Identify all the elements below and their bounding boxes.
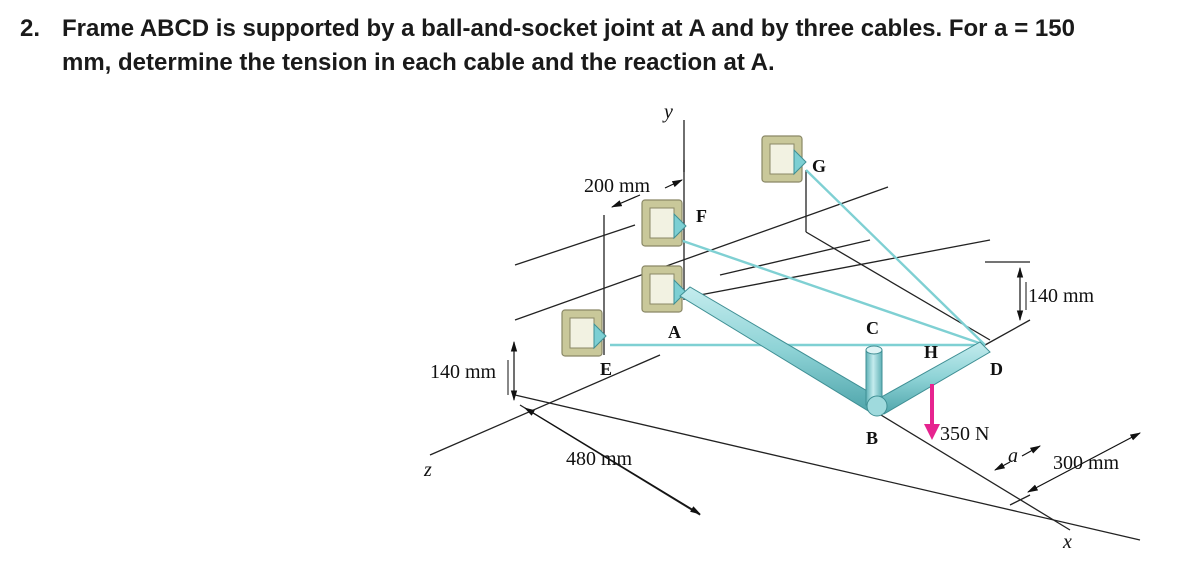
axis-x-label: x bbox=[1063, 531, 1072, 553]
problem-number: 2. bbox=[20, 15, 41, 42]
cable-dg bbox=[806, 170, 985, 345]
load-350n-arrow bbox=[924, 384, 940, 440]
dim-a-arrow-right bbox=[1022, 446, 1040, 456]
point-c-label: C bbox=[866, 318, 879, 338]
point-e-label: E bbox=[600, 359, 613, 379]
cable-df bbox=[680, 240, 985, 345]
construction-lines bbox=[430, 120, 1140, 540]
bracket-g bbox=[762, 136, 806, 182]
d-right-line bbox=[985, 320, 1030, 345]
point-b-label: B bbox=[866, 428, 879, 448]
dim-480-label: 480 mm bbox=[566, 448, 633, 470]
point-a-label: A bbox=[668, 322, 681, 342]
bracket-a bbox=[642, 266, 686, 312]
point-g-label: G bbox=[812, 156, 827, 176]
dim-140-right-label: 140 mm bbox=[1028, 285, 1095, 307]
problem-text-line1: Frame ABCD is supported by a ball-and-socket joint at A and by three cables. For a = 150 bbox=[62, 15, 1075, 42]
load-350n-label: 350 N bbox=[940, 423, 990, 445]
point-h-label: H bbox=[924, 342, 939, 362]
floor-line-2 bbox=[720, 240, 870, 275]
dim-200-label: 200 mm bbox=[584, 175, 651, 197]
bracket-e bbox=[562, 310, 606, 356]
bracket-f bbox=[642, 200, 686, 246]
problem-text-line2: mm, determine the tension in each cable and the reaction at A. bbox=[62, 49, 775, 76]
point-d-label: D bbox=[990, 359, 1003, 379]
floor-line-1 bbox=[684, 240, 990, 298]
member-ab bbox=[680, 287, 886, 412]
dim-200-arrow-right bbox=[665, 180, 682, 188]
member-bc-top bbox=[866, 346, 882, 354]
axis-z-label: z bbox=[424, 459, 432, 481]
joint-b bbox=[867, 396, 887, 416]
dim-140-left-label: 140 mm bbox=[430, 361, 497, 383]
point-f-label: F bbox=[696, 206, 707, 226]
wall-top-line bbox=[515, 225, 635, 265]
frame-abcd bbox=[680, 287, 990, 416]
dim-a-label: a bbox=[1008, 445, 1018, 467]
axis-y-label: y bbox=[664, 101, 673, 123]
dim-300-label: 300 mm bbox=[1053, 452, 1120, 474]
